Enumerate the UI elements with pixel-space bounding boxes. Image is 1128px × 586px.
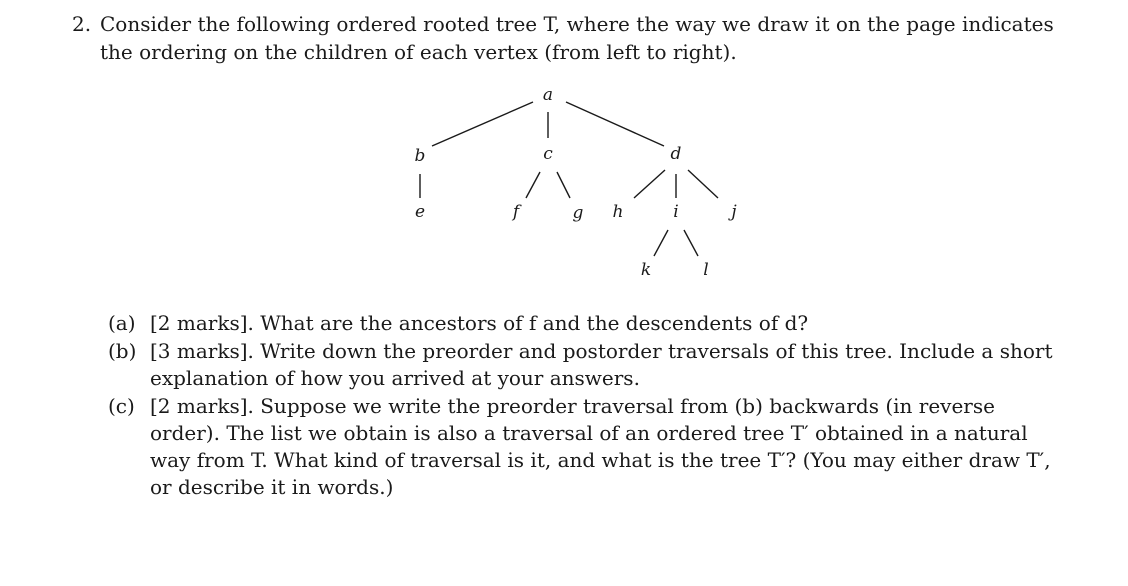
part-c-label: (c) (108, 394, 135, 418)
tree-node-f: f (512, 202, 520, 222)
part-c-text: [2 marks]. Suppose we write the preorder traversal from (b) backwards (in reverse order). The list we obtain is also a traversal of an ordered tree T′ obtained in a natural way from T. What kind of traversal is it, and what is the tree T′? (You may either draw T′, or describe it in words.) (150, 394, 1051, 499)
tree-node-d: d (670, 144, 682, 164)
problem-number: 2. (72, 12, 92, 36)
tree-node-l: l (703, 260, 709, 280)
tree-node-b: b (414, 146, 426, 166)
part-b-label: (b) (108, 339, 137, 363)
tree-node-i: i (673, 202, 679, 222)
part-a (108, 310, 1068, 337)
tree-node-a: a (542, 85, 554, 105)
tree-node-j: j (731, 202, 737, 222)
tree-node-c: c (543, 144, 553, 164)
part-b-text: [3 marks]. Write down the preorder and postorder traversals of this tree. Include a short explanation of how you arrived at your answers. (150, 339, 1053, 390)
tree-edge-d-j (688, 170, 718, 198)
tree-edge-c-g (557, 172, 570, 198)
tree-edge-i-k (654, 230, 668, 256)
tree-node-g: g (572, 203, 584, 223)
tree-node-h: h (612, 202, 624, 222)
tree-edge-i-l (684, 230, 698, 256)
tree-node-e: e (414, 202, 426, 222)
tree-edge-c-f (526, 172, 540, 198)
part-a-label: (a) (108, 311, 136, 335)
part-b (108, 338, 1068, 392)
question-parts (108, 310, 1068, 502)
problem-text: Consider the following ordered rooted tree T, where the way we draw it on the page indicates the ordering on the children of each vertex (from left to right). (100, 12, 1054, 64)
tree-edge-a-d (566, 102, 664, 146)
part-c (108, 393, 1068, 501)
tree-edge-a-b (432, 102, 533, 146)
tree-node-k: k (640, 260, 652, 280)
part-a-text: [2 marks]. What are the ancestors of f and the descendents of d? (150, 311, 809, 335)
tree-edge-d-h (634, 170, 665, 198)
